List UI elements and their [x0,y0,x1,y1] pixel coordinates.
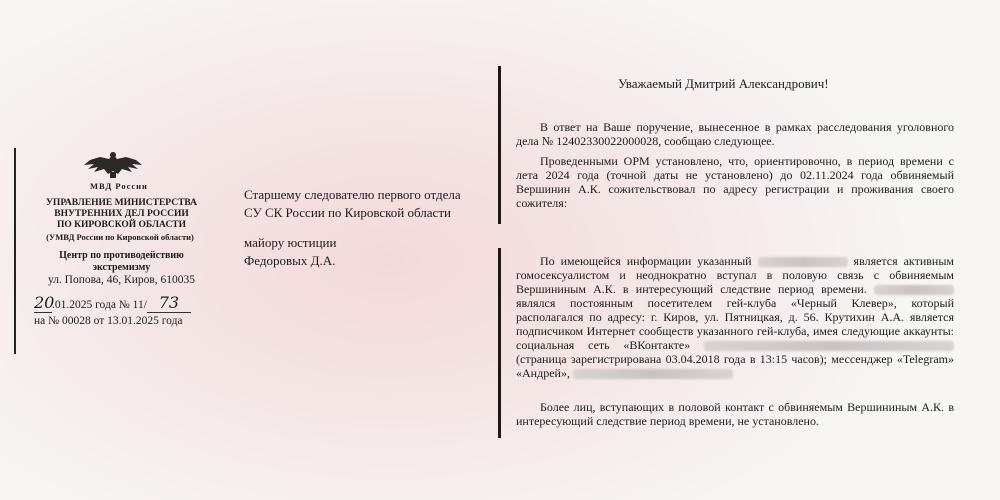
redacted-name [758,257,848,267]
printed-date: .01.2025 года № 11/ [52,299,147,311]
addressee-block [244,186,484,270]
eagle-emblem-icon [82,150,144,180]
agency-short-name: МВД России [90,181,148,191]
sheet-edge [498,248,501,438]
agency-address: ул. Попова, 46, Киров, 610035 [47,274,196,286]
letter-greeting: Уважаемый Дмитрий Александрович! [618,76,829,91]
addressee-line: СУ СК России по Кировской области [244,205,451,220]
center-name [34,250,209,274]
redacted-name [874,285,954,295]
department-abbreviation: (УМВД России по Кировской области) [46,232,194,242]
paragraph-text: является активным гомосексуалистом и неоднократно вступал в половую связь с обвиняемым Вершининым А.К. в интересующий следствие период времени. [516,254,955,296]
outgoing-date-number [34,293,224,313]
letter-page-bottom [498,248,960,438]
center-line: Центр по противодействию [59,250,184,261]
center-line: экстремизму [92,262,151,273]
paragraph-text: являлся постоянным посетителем гей-клуба «Черный Клевер», который располагался по адресу: г. Киров, ул. Пятницкая, д. 56. Крутихин А.А. является подписчиком Интернет сообществ указанного гей-клуба, имея следующие аккаунты: социальная сеть «ВКонтакте» [516,296,954,352]
addressee-name: Федоровых Д.А. [244,253,336,268]
letter-paragraph: Проведенными ОРМ установлено, что, ориентировочно, в период времени с лета 2024 года (точной даты не установлено) до 02.11.2024 года обвиняемый Вершинин А.К. сожительствовал по адресу регистрации и проживания своего сожителя: [516,154,954,210]
department-line: ПО КИРОВСКОЙ ОБЛАСТИ [56,220,187,230]
sheet-edge [14,148,16,354]
handwritten-day: 20 [34,293,55,312]
paragraph-text: По имеющейся информации указанный [540,254,752,268]
department-line: УПРАВЛЕНИЕ МИНИСТЕРСТВА [45,198,198,208]
paragraph-text: (страница зарегистрирована 03.04.2018 года в 13:15 часов); мессенджер «Telegram» «Андрей», [516,352,954,380]
addressee-rank: майору юстиции [244,235,337,250]
letterhead-sheet [14,148,210,354]
letter-paragraph: Более лиц, вступающих в половой контакт с обвиняемым Вершининым А.К. в интересующий следствие период времени, не установлено. [516,400,954,428]
department-line: ВНУТРЕННИХ ДЕЛ РОССИИ [54,209,189,219]
letter-paragraph: В ответ на Ваше поручение, вынесенное в рамках расследования уголовного дела № 12402330022000028, сообщаю следующее. [516,120,954,148]
sheet-edge [498,66,501,224]
letter-paragraph [516,254,954,380]
reference-line: на № 00028 от 13.01.2025 года [34,315,183,327]
handwritten-number: 73 [147,293,191,313]
redacted-account [573,369,733,379]
addressee-line: Старшему следователю первого отдела [244,187,461,202]
department-name [34,198,209,231]
letter-page-top [498,66,960,224]
redacted-account [704,341,954,351]
